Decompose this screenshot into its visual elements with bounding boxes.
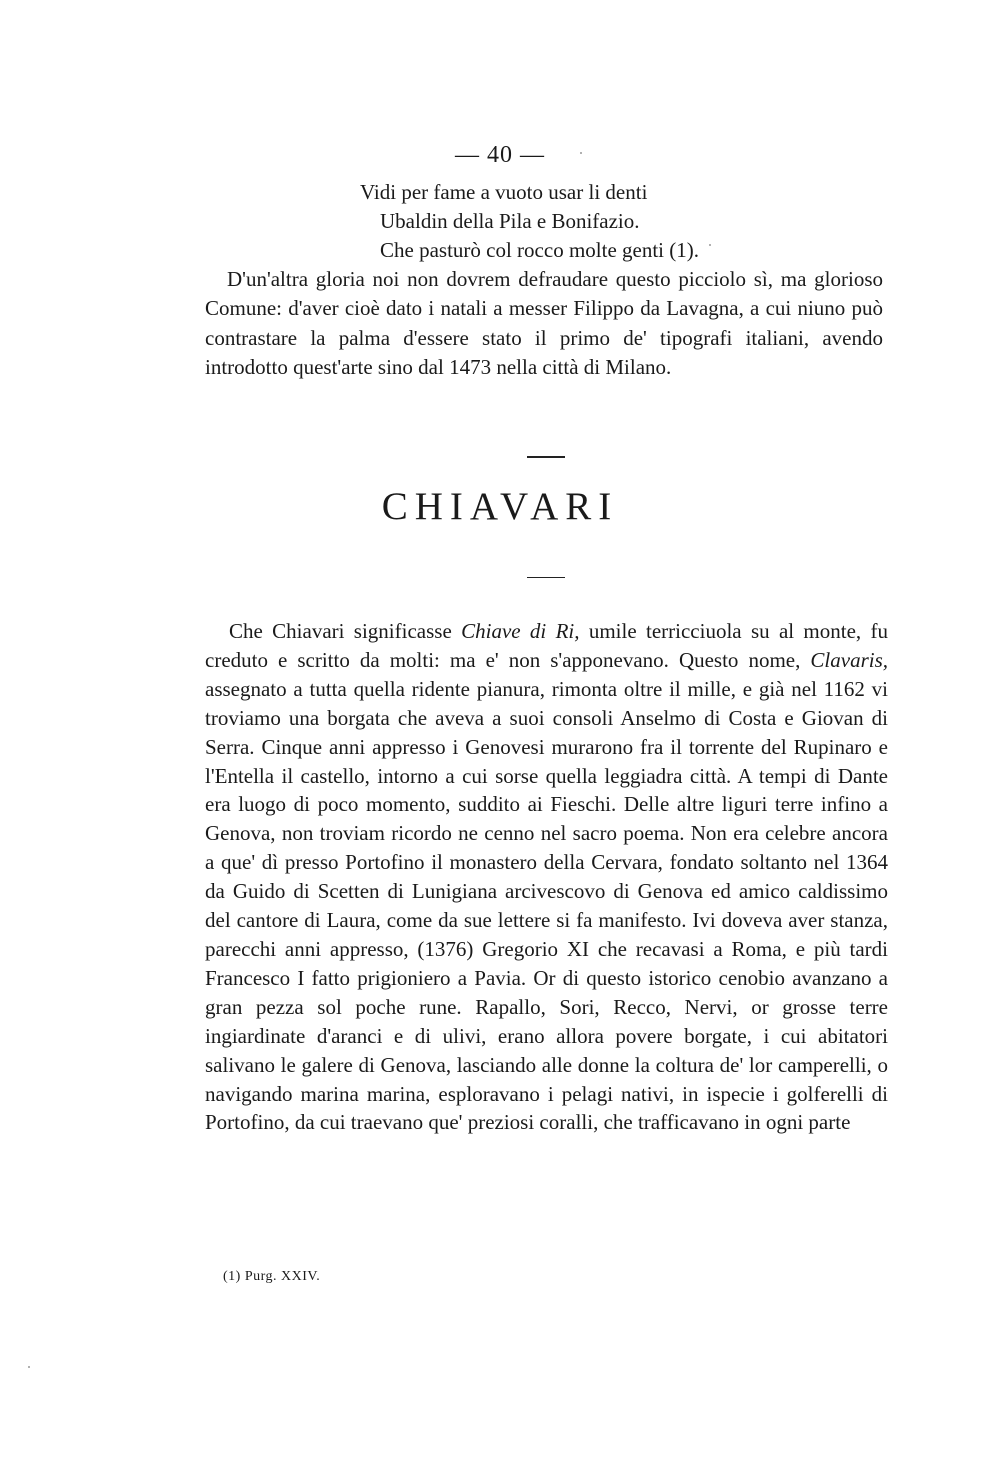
paragraph-chiavari	[205, 617, 888, 1137]
page-number: — 40 —	[455, 142, 545, 168]
verse-line: Ubaldin della Pila e Bonifazio.	[380, 209, 640, 233]
scan-speck	[709, 244, 711, 246]
section-divider-bottom	[527, 577, 565, 578]
paragraph-lavagna: D'un'altra gloria noi non dovrem defraudare questo picciolo sì, ma glorioso Comune: d'aver cioè dato i natali a messer Filippo da Lavagna, a cui niuno può contrastare la palma d'essere stato il primo de' tipografi italiani, avendo introdotto quest'arte sino dal 1473 nella città di Milano.	[205, 267, 883, 379]
italic-phrase: Clavaris,	[810, 647, 888, 672]
verse-line: Vidi per fame a vuoto usar li denti	[360, 180, 648, 204]
footnote: (1) Purg. XXIV.	[223, 1269, 321, 1284]
paragraph-text: Che Chiavari significasse	[229, 619, 462, 643]
paragraph-text: assegnato a tutta quella ridente pianura, rimonta oltre il mille, e già nel 1162 vi troviamo una borgata che aveva a suoi consoli Anselmo di Costa e Giovan di Serra. Cinque anni appresso i Genovesi murarono fra il torrente del Rupinaro e l'Entella il castello, intorno a cui sorse quella leggiadra città. A tempi di Dante era luogo di poco momento, suddito ai Fieschi. Delle altre liguri terre infino a Genova, non troviam ricordo ne cenno nel sacro poema. Non era celebre ancora a que' dì presso Portofino il monastero della Cervara, fondato soltanto nel 1364 da Guido di Scetten di Lunigiana arcivescovo di Genova ed amico caldissimo del cantore di Laura, come da sue lettere si fa manifesto. Ivi doveva aver stanza, parecchi anni appresso, (1376) Gregorio XI che recavasi a Roma, e più tardi Francesco I fatto prigioniero a Pavia. Or di questo istorico cenobio avanzano a gran pezza sol poche rune. Rapallo, Sori, Recco, Nervi, or grosse terre ingiardinate d'aranci e di ulivi, erano allora povere borgate, i cui abitatori salivano le galere di Genova, lasciando alle donne la coltura de' lor camperelli, o navigando marina marina, esploravano i pelagi nativi, in ispecie i golferelli di Portofino, da cui traevano que' preziosi coralli, che trafficavano in ogni parte	[205, 676, 888, 1135]
verse-line: Che pasturò col rocco molte genti (1).	[380, 238, 699, 262]
section-divider-top	[527, 456, 565, 458]
verse-quotation	[360, 178, 920, 265]
paragraph-text: umile terricciuola su al monte, fu creduto e scritto da molti: ma e' non s'apponevano. Questo nome,	[205, 619, 888, 672]
scan-speck	[580, 152, 582, 154]
section-heading: CHIAVARI	[381, 485, 619, 528]
scan-speck	[28, 1366, 30, 1368]
italic-phrase: Chiave di Ri,	[461, 619, 580, 643]
